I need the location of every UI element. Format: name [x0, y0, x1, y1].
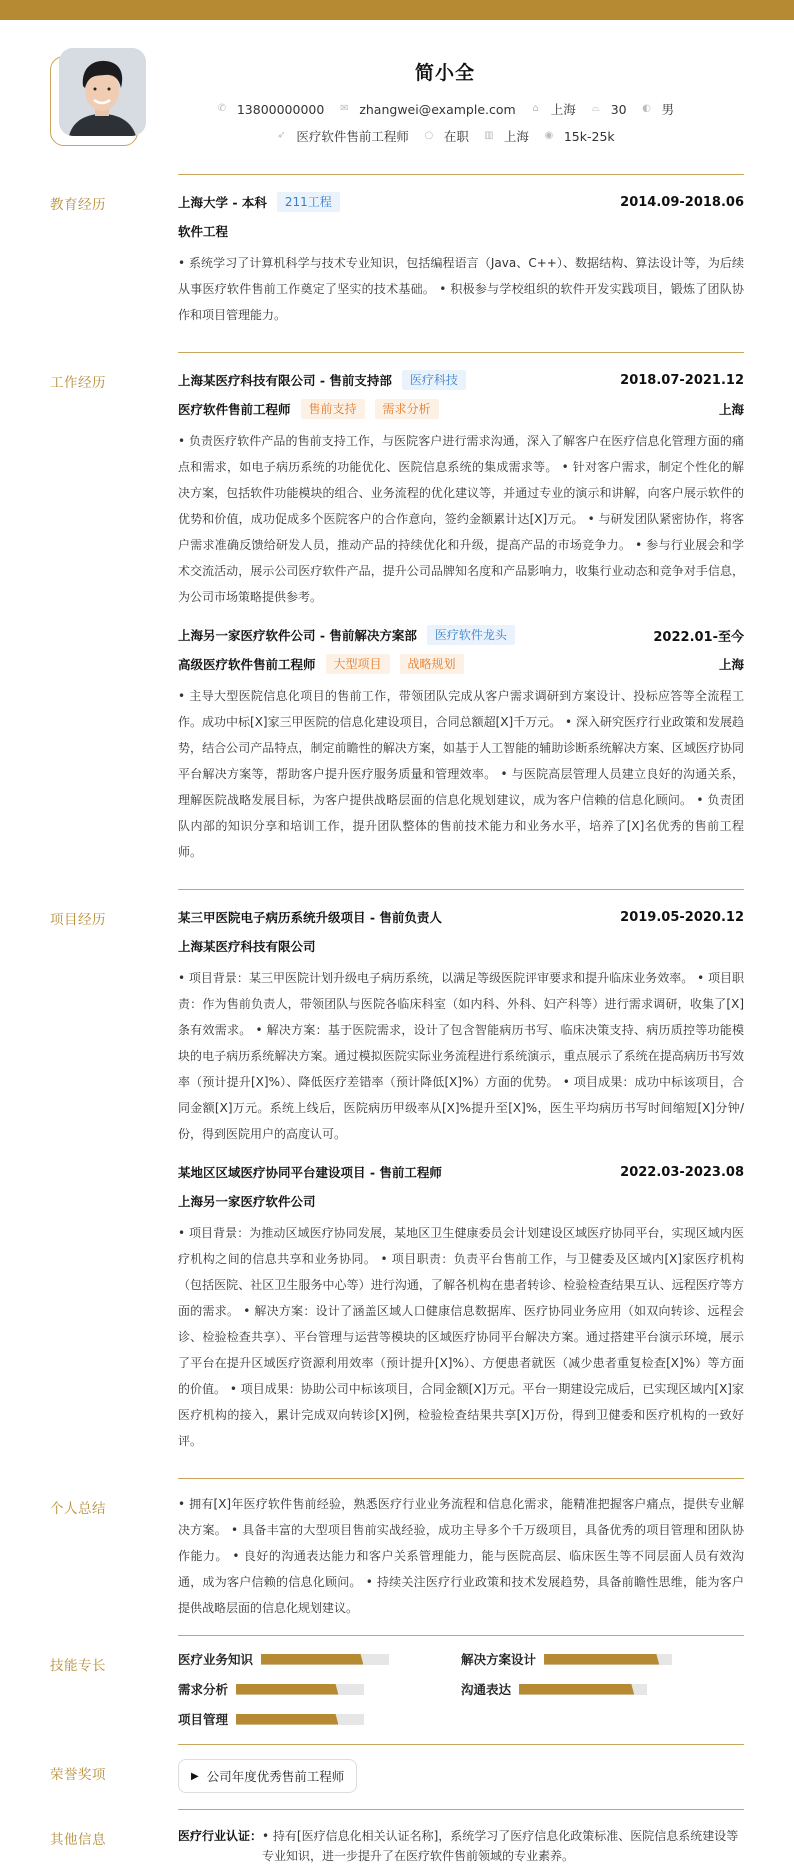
- company-title: [178, 625, 515, 645]
- employment-status-info: [423, 127, 469, 145]
- hometown-info: [530, 100, 576, 118]
- email-info: [338, 102, 515, 117]
- project-title: 某三甲医院电子病历系统升级项目 - 售前负责人: [178, 910, 442, 925]
- work-entry: [178, 624, 744, 865]
- section-body: [178, 1478, 744, 1635]
- awards-section: [0, 1744, 794, 1809]
- section-title: 工作经历: [50, 375, 106, 391]
- role-name: 医疗软件售前工程师: [178, 402, 291, 417]
- age-info: [590, 102, 627, 117]
- skills-grid: [178, 1652, 744, 1734]
- school-name: 上海大学 - 本科: [178, 195, 267, 210]
- role-tag: 战略规划: [400, 654, 464, 674]
- cake-icon: ⌓: [591, 103, 600, 114]
- school-title: [178, 192, 340, 212]
- skills-section: [0, 1635, 794, 1744]
- skill-bar-track: [261, 1654, 389, 1665]
- section-title: 荣誉奖项: [50, 1767, 106, 1783]
- section-title: 技能专长: [50, 1658, 106, 1674]
- hometown-value: 上海: [550, 102, 576, 117]
- education-entry: [178, 191, 744, 328]
- salary-icon: ◉: [544, 130, 554, 141]
- skill-bar-fill: [544, 1654, 659, 1665]
- job-intent-row: [0, 127, 794, 145]
- work-location: 上海: [718, 402, 744, 417]
- section-title: 项目经历: [50, 912, 106, 928]
- projects-section: [0, 889, 794, 1478]
- skill-name: 需求分析: [178, 1682, 229, 1697]
- email-icon: ✉: [340, 103, 349, 114]
- school-tag: 211工程: [277, 192, 340, 212]
- salary-value: 15k-25k: [563, 128, 615, 144]
- employment-status-value: 在职: [443, 129, 469, 144]
- project-company: 上海另一家医疗软件公司: [178, 1194, 316, 1209]
- work-description: • 负责医疗软件产品的售前支持工作，与医院客户进行需求沟通，深入了解客户在医疗信息化管理方面的痛点和需求，如电子病历系统的功能优化、医院信息系统的集成需求等。 • 针对客户需求，制定个性化的解决方案，包括软件功能模块的组合、业务流程的优化建议等，并通过专业的演示和讲解，向客户展示软件的优势和价值，成功促成多个医院客户的合作意向，签约金额累计达[X]万元。 • 与研发团队紧密协作，将客户需求准确反馈给研发人员，推动产品的持续优化和升级，提高产品的市场竞争力。 • 参与行业展会和学术交流活动，展示公司医疗软件产品，提升公司品牌知名度和产品影响力，收集行业动态和竞争对手信息，为公司市场策略提供参考。: [178, 434, 744, 604]
- send-icon: ➶: [277, 130, 286, 141]
- project-title: 某地区区域医疗协同平台建设项目 - 售前工程师: [178, 1165, 442, 1180]
- resume-header: [0, 20, 794, 174]
- education-date: 2014.09-2018.06: [620, 194, 744, 210]
- skill-name: 项目管理: [178, 1712, 229, 1727]
- other-info-value: • 持有[医疗信息化相关认证名称]，系统学习了医疗信息化政策标准、医院信息系统建设等专业知识，进一步提升了在医疗软件售前领域的专业素养。: [262, 1829, 739, 1863]
- section-body: [178, 1809, 744, 1876]
- section-title: 个人总结: [50, 1501, 106, 1517]
- other-info-key: 医疗行业认证：: [178, 1829, 263, 1843]
- company-tag: 医疗科技: [402, 370, 466, 390]
- role-title: [178, 399, 439, 419]
- phone-icon: ✆: [217, 103, 227, 114]
- project-description: • 项目背景：某三甲医院计划升级电子病历系统，以满足等级医院评审要求和提升临床业务效率。 • 项目职责：作为售前负责人，带领团队与医院各临床科室（如内科、外科、妇产科等）进行需求调研，收集了[X]条有效需求。 • 解决方案：基于医院需求，设计了包含智能病历书写、临床决策支持、病历质控等功能模块的电子病历系统解决方案。通过模拟医院实际业务流程进行系统演示，重点展示了系统在提高病历书写效率（预计提升[X]%）、降低医疗差错率（预计降低[X]%）方面的优势。 • 项目成果：成功中标该项目，合同金额[X]万元。系统上线后，医院病历甲级率从[X]%提升至[X]%，医生平均病历书写时间缩短[X]分钟/份，得到医院用户的高度认可。: [178, 971, 744, 1141]
- award-item[interactable]: [178, 1759, 357, 1793]
- section-title: 其他信息: [50, 1832, 106, 1848]
- status-icon: ○: [424, 130, 434, 141]
- salary-info: [543, 129, 615, 144]
- caret-right-icon: ▶: [191, 1770, 199, 1782]
- home-icon: ⌂: [532, 103, 539, 114]
- target-position-value: 医疗软件售前工程师: [296, 129, 409, 144]
- role-title: [178, 654, 464, 674]
- other-info-section: [0, 1809, 794, 1876]
- gender-value: 男: [661, 102, 675, 117]
- target-position-info: [275, 127, 409, 145]
- section-body: [178, 174, 744, 352]
- skill-item: [461, 1682, 744, 1696]
- skill-name: 解决方案设计: [461, 1652, 537, 1667]
- email-value: zhangwei@example.com: [359, 101, 516, 117]
- gender-icon: ◐: [642, 103, 651, 114]
- skill-name: 沟通表达: [461, 1682, 512, 1697]
- company-title: [178, 370, 466, 390]
- skill-bar-fill: [236, 1714, 338, 1725]
- contact-info-row: [0, 100, 794, 118]
- skill-bar-fill: [261, 1654, 363, 1665]
- skill-bar-track: [544, 1654, 672, 1665]
- other-info-item: [178, 1826, 744, 1866]
- skill-item: [178, 1712, 461, 1726]
- education-description: • 系统学习了计算机科学与技术专业知识，包括编程语言（Java、C++）、数据结构、算法设计等，为后续从事医疗软件售前工作奠定了坚实的技术基础。 • 积极参与学校组织的软件开发实践项目，锻炼了团队协作和项目管理能力。: [178, 256, 744, 322]
- building-icon: ▥: [484, 130, 494, 141]
- skill-name: 医疗业务知识: [178, 1652, 254, 1667]
- section-body: [178, 1635, 744, 1744]
- work-description: • 主导大型医院信息化项目的售前工作，带领团队完成从客户需求调研到方案设计、投标应答等全流程工作。成功中标[X]家三甲医院的信息化建设项目，合同总额超[X]千万元。 • 深入研究医疗行业政策和发展趋势，结合公司产品特点，制定前瞻性的解决方案，如基于人工智能的辅助诊断系统解决方案、区域医疗协同平台解决方案等，帮助客户提升医疗服务质量和管理效率。 • 与医院高层管理人员建立良好的沟通关系，理解医院战略发展目标，为客户提供战略层面的信息化规划建议，成为客户信赖的信息化顾问。 • 负责团队内部的知识分享和培训工作，提升团队整体的售前技术能力和业务水平，培养了[X]名优秀的售前工程师。: [178, 689, 744, 859]
- skill-item: [178, 1682, 461, 1696]
- section-body: [178, 1744, 744, 1809]
- project-entry: [178, 906, 744, 1147]
- work-section: [0, 352, 794, 889]
- project-description: • 项目背景：为推动区域医疗协同发展，某地区卫生健康委员会计划建设区域医疗协同平台，实现区域内医疗机构之间的信息共享和业务协同。 • 项目职责：负责平台售前工作，与卫健委及区域内[X]家医疗机构（包括医院、社区卫生服务中心等）进行沟通，了解各机构在患者转诊、检验检查结果互认、远程医疗等方面的需求。 • 解决方案：设计了涵盖区域人口健康信息数据库、医疗协同业务应用（如双向转诊、远程会诊、检验检查共享）、平台管理与运营等模块的区域医疗协同平台解决方案。通过搭建平台演示环境，展示了平台在提升区域医疗资源利用效率（预计提升[X]%）、方便患者就医（减少患者重复检查[X]%）等方面的价值。 • 项目成果：协助公司中标该项目，合同金额[X]万元。平台一期建设完成后，已实现区域内[X]家医疗机构的接入，累计完成双向转诊[X]例，检验检查结果共享[X]万份，得到卫健委和医疗机构的一致好评。: [178, 1226, 745, 1448]
- role-tag: 需求分析: [375, 399, 439, 419]
- work-entry: [178, 369, 744, 610]
- target-city-info: [483, 127, 529, 145]
- project-date: 2019.05-2020.12: [620, 909, 744, 925]
- skill-bar-track: [236, 1714, 364, 1725]
- work-location: 上海: [718, 657, 744, 672]
- project-date: 2022.03-2023.08: [620, 1164, 744, 1180]
- phone-info: [216, 102, 324, 117]
- section-title: 教育经历: [50, 197, 106, 213]
- top-accent-bar: [0, 0, 794, 20]
- major: 软件工程: [178, 224, 229, 239]
- role-name: 高级医疗软件售前工程师: [178, 657, 316, 672]
- project-company: 上海某医疗科技有限公司: [178, 939, 316, 954]
- summary-section: [0, 1478, 794, 1635]
- target-city-value: 上海: [503, 129, 529, 144]
- candidate-name: 简小全: [414, 62, 475, 84]
- project-entry: [178, 1161, 744, 1454]
- summary-text: • 拥有[X]年医疗软件售前经验，熟悉医疗行业业务流程和信息化需求，能精准把握客户痛点，提供专业解决方案。 • 具备丰富的大型项目售前实战经验，成功主导多个千万级项目，具备优秀的项目管理和团队协作能力。 • 良好的沟通表达能力和客户关系管理能力，能与医院高层、临床医生等不同层面人员有效沟通，成为客户信赖的信息化顾问。 • 持续关注医疗行业政策和技术发展趋势，具备前瞻性思维，能为客户提供战略层面的信息化规划建议。: [178, 1497, 744, 1615]
- company-name: 上海另一家医疗软件公司 - 售前解决方案部: [178, 628, 417, 643]
- phone-value: 13800000000: [236, 101, 325, 117]
- role-tag: 售前支持: [301, 399, 365, 419]
- company-tag: 医疗软件龙头: [427, 625, 515, 645]
- work-date: 2018.07-2021.12: [620, 372, 744, 388]
- skill-item: [178, 1652, 461, 1666]
- section-body: [178, 352, 744, 889]
- gender-info: [641, 100, 675, 118]
- age-value: 30: [610, 101, 627, 117]
- skill-item: [461, 1652, 744, 1666]
- role-tag: 大型项目: [326, 654, 390, 674]
- company-name: 上海某医疗科技有限公司 - 售前支持部: [178, 373, 392, 388]
- education-section: [0, 174, 794, 352]
- section-body: [178, 889, 744, 1478]
- award-text: 公司年度优秀售前工程师: [206, 1769, 345, 1784]
- work-date: 2022.01-至今: [653, 629, 744, 645]
